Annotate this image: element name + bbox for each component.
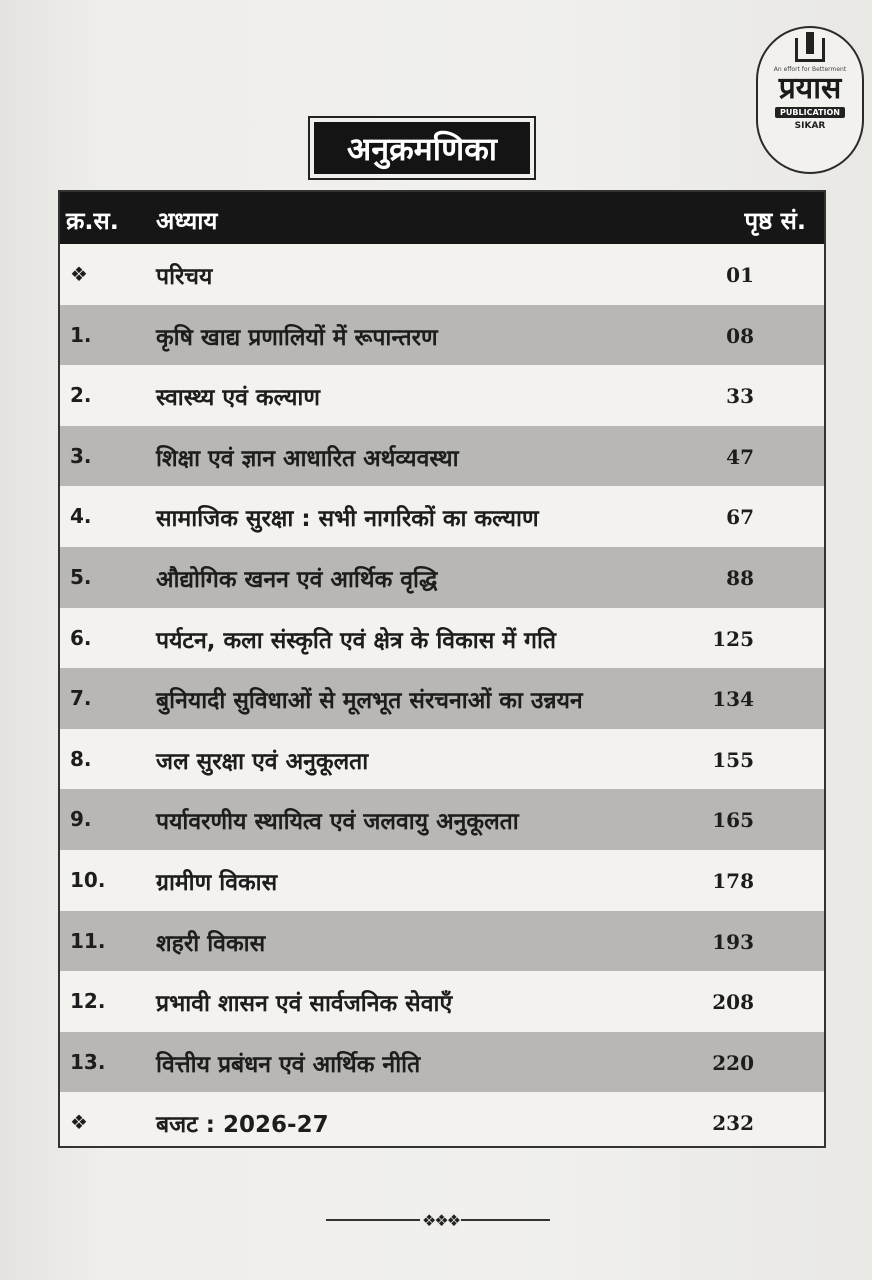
table-row[interactable] — [60, 850, 824, 911]
header-chapter: अध्याय — [156, 207, 218, 235]
row-chapter: औद्योगिक खनन एवं आर्थिक वृद्धि — [156, 566, 438, 593]
table-row[interactable] — [60, 547, 824, 608]
row-chapter: प्रभावी शासन एवं सार्वजनिक सेवाएँ — [156, 991, 453, 1018]
table-row[interactable] — [60, 1032, 824, 1093]
row-page: 193 — [712, 929, 754, 954]
logo-name: प्रयास — [778, 71, 842, 106]
row-chapter: पर्यावरणीय स्थायित्व एवं जलवायु अनुकूलता — [156, 809, 519, 836]
row-page: 88 — [726, 565, 754, 590]
row-serial: 1. — [70, 322, 92, 347]
row-chapter: कृषि खाद्य प्रणालियों में रूपान्तरण — [156, 324, 438, 351]
table-row[interactable] — [60, 668, 824, 729]
row-chapter: वित्तीय प्रबंधन एवं आर्थिक नीति — [156, 1051, 421, 1078]
row-serial: 13. — [70, 1049, 106, 1074]
table-row[interactable] — [60, 365, 824, 426]
row-page: 125 — [712, 626, 754, 651]
table-body — [60, 244, 824, 1153]
row-chapter: पर्यटन, कला संस्कृति एवं क्षेत्र के विकास में गति — [156, 627, 557, 654]
table-row[interactable] — [60, 608, 824, 669]
row-serial: 5. — [70, 564, 92, 589]
row-page: 134 — [712, 687, 754, 712]
table-row[interactable] — [60, 1092, 824, 1153]
row-serial: 6. — [70, 625, 92, 650]
contents-table — [58, 190, 826, 1148]
row-serial: 12. — [70, 989, 106, 1014]
row-page: 33 — [726, 384, 754, 409]
row-chapter: शिक्षा एवं ज्ञान आधारित अर्थव्यवस्था — [156, 445, 459, 472]
row-chapter: ग्रामीण विकास — [156, 869, 278, 896]
table-row[interactable] — [60, 729, 824, 790]
row-chapter: शहरी विकास — [156, 930, 266, 957]
row-chapter: सामाजिक सुरक्षा : सभी नागरिकों का कल्याण — [156, 506, 539, 533]
row-serial: 2. — [70, 383, 92, 408]
table-row[interactable] — [60, 911, 824, 972]
table-header — [60, 192, 824, 244]
row-chapter: परिचय — [156, 264, 213, 290]
row-page: 232 — [712, 1111, 754, 1136]
row-page: 178 — [712, 868, 754, 893]
publisher-logo — [756, 26, 864, 174]
row-page: 220 — [712, 1050, 754, 1075]
page-title-box — [308, 116, 536, 180]
row-chapter: बजट : 2026-27 — [156, 1112, 329, 1139]
footer-ornament: ❖❖❖ — [422, 1211, 460, 1230]
row-serial: 7. — [70, 686, 92, 711]
row-serial: ❖ — [70, 1110, 88, 1135]
row-serial: 4. — [70, 504, 92, 529]
row-serial: 10. — [70, 867, 106, 892]
row-serial: 3. — [70, 443, 92, 468]
row-page: 165 — [712, 808, 754, 833]
row-page: 01 — [726, 263, 754, 287]
header-page: पृष्ठ सं. — [744, 207, 806, 235]
row-page: 208 — [712, 990, 754, 1015]
row-page: 47 — [726, 444, 754, 469]
book-icon — [795, 38, 825, 62]
table-row[interactable] — [60, 486, 824, 547]
header-serial: क्र.स. — [66, 207, 119, 235]
table-row[interactable] — [60, 244, 824, 305]
logo-city: SIKAR — [794, 121, 826, 131]
table-row[interactable] — [60, 971, 824, 1032]
logo-tagline: An effort for Betterment — [773, 66, 847, 73]
row-chapter: जल सुरक्षा एवं अनुकूलता — [156, 748, 369, 775]
row-page: 08 — [726, 323, 754, 348]
row-serial: 8. — [70, 746, 92, 771]
row-serial: 9. — [70, 807, 92, 832]
table-row[interactable] — [60, 305, 824, 366]
logo-publication: PUBLICATION — [775, 107, 845, 118]
table-row[interactable] — [60, 789, 824, 850]
row-chapter: स्वास्थ्य एवं कल्याण — [156, 385, 321, 412]
table-row[interactable] — [60, 426, 824, 487]
row-page: 67 — [726, 505, 754, 530]
row-serial: 11. — [70, 928, 106, 953]
page-title: अनुक्रमणिका — [314, 122, 530, 174]
row-page: 155 — [712, 747, 754, 772]
row-serial: ❖ — [70, 262, 88, 286]
row-chapter: बुनियादी सुविधाओं से मूलभूत संरचनाओं का उन्नयन — [156, 688, 583, 715]
